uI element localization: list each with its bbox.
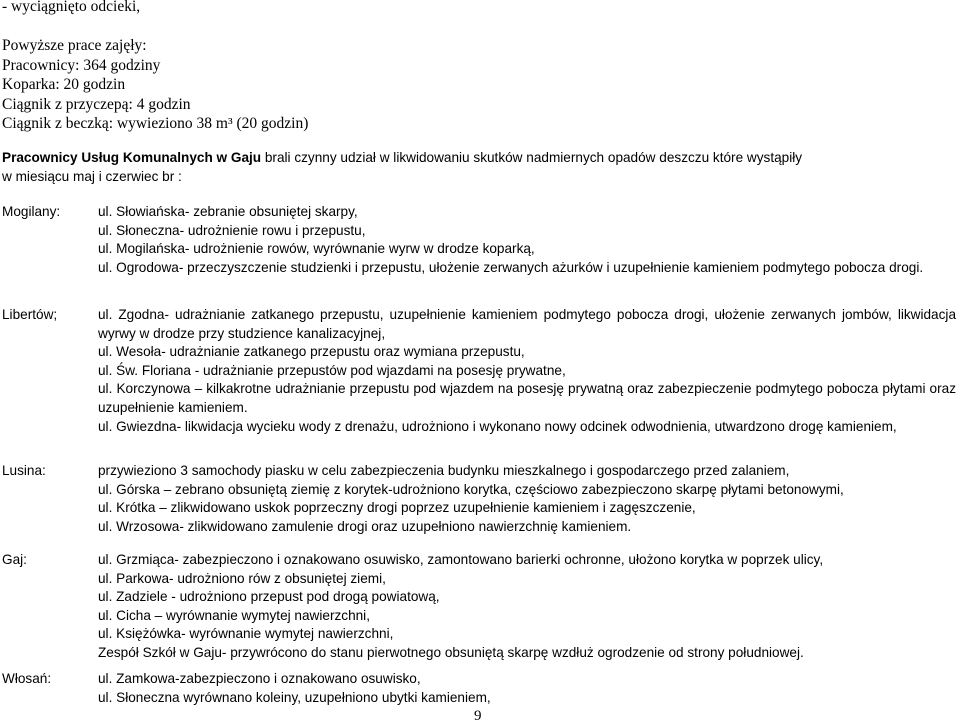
list-item: ul. Słoneczna wyrównano koleiny, uzupełniono ubytki kamieniem, — [98, 689, 491, 705]
intro-paragraph — [2, 149, 957, 186]
list-item: ul. Słowiańska- zebranie obsuniętej skarpy, — [98, 204, 358, 219]
work-line: Ciągnik z beczką: wywieziono 38 m³ (20 godzin) — [2, 115, 309, 132]
section-items — [98, 551, 956, 663]
place-label: Włosań: — [2, 671, 52, 686]
list-item: ul. Korczynowa – kilkakrotne udrażnianie przepustu pod wjazdem na posesję prywatną oraz zabezpieczenie podmytego pobocza płytami oraz uzupełnienie kamieniem. — [98, 381, 956, 415]
section-items — [98, 306, 956, 436]
list-item: przywieziono 3 samochody piasku w celu zabezpieczenia budynku mieszkalnego i gospodarczego przed zalaniem, — [98, 463, 790, 478]
work-line: Koparka: 20 godzin — [2, 76, 126, 93]
list-item: ul. Cicha – wyrównanie wymytej nawierzchni, — [98, 607, 370, 623]
intro-rest: brali czynny udział w likwidowaniu skutków nadmiernych opadów deszczu które wystąpiły — [261, 150, 803, 165]
intro-bold: Pracownicy Usług Komunalnych w Gaju — [2, 150, 262, 165]
list-item: ul. Mogilańska- udrożnienie rowów, wyrównanie wyrw w drodze koparką, — [98, 241, 535, 257]
list-item: ul. Zadziele - udrożniono przepust pod drogą powiatową, — [98, 589, 440, 605]
list-item: Zespół Szkół w Gaju- przywrócono do stanu pierwotnego obsuniętą skarpę wzdłuż ogrodzenie od strony południowej. — [98, 644, 804, 660]
place-label: Gaj: — [2, 552, 27, 567]
intro-line2: w miesiącu maj i czerwiec br : — [2, 168, 182, 184]
work-summary — [2, 36, 602, 134]
work-line: Ciągnik z przyczepą: 4 godzin — [2, 95, 191, 113]
list-item: ul. Księżówka- wyrównanie wymytej nawierzchni, — [98, 626, 394, 642]
work-line: Pracownicy: 364 godziny — [2, 56, 161, 74]
list-item: ul. Krótka – zlikwidowano uskok poprzeczny drogi poprzez uzupełnienie kamieniem i zagęszczenie, — [98, 500, 696, 516]
list-item: ul. Wesoła- udrażnianie zatkanego przepustu oraz wymiana przepustu, — [98, 344, 525, 360]
work-heading: Powyższe prace zajęły: — [2, 37, 147, 54]
place-label: Mogilany: — [2, 204, 61, 219]
list-item: ul. Wrzosowa- zlikwidowano zamulenie drogi oraz uzupełniono nawierzchnię kamieniem. — [98, 518, 632, 534]
section-items — [98, 203, 956, 277]
list-item: ul. Parkowa- udrożniono rów z obsuniętej ziemi, — [98, 570, 386, 586]
page-number: 9 — [474, 708, 482, 724]
list-item: ul. Ogrodowa- przeczyszczenie studzienki i przepustu, ułożenie zerwanych ażurków i uzupełnienie kamieniem podmytego pobocza drogi. — [98, 259, 924, 275]
list-item: ul. Zgodna- udrażnianie zatkanego przepustu, uzupełnienie kamieniem podmytego pobocza drogi, ułożenie zerwanych jombów, likwidacja wyrwy w drodze przy studzience kanalizacyjnej, — [98, 307, 956, 341]
list-item: ul. Zamkowa-zabezpieczono i oznakowano osuwisko, — [98, 671, 421, 686]
list-item: ul. Górska – zebrano obsuniętą ziemię z korytek-udrożniono korytka, częściowo zabezpieczono skarpę płytami betonowymi, — [98, 481, 844, 497]
list-item: ul. Słoneczna- udrożnienie rowu i przepustu, — [98, 222, 366, 238]
top-line: - wyciągnięto odcieki, — [2, 0, 141, 15]
list-item: ul. Grzmiąca- zabezpieczono i oznakowano osuwisko, zamontowano barierki ochronne, ułożono korytka w poprzek ulicy, — [98, 552, 824, 567]
list-item: ul. Św. Floriana - udrażnianie przepustów pod wjazdami na posesję prywatne, — [98, 362, 566, 378]
section-items — [98, 462, 956, 536]
list-item: ul. Gwiezdna- likwidacja wycieku wody z drenażu, udrożniono i wykonano nowy odcinek odwodnienia, utwardzono drogę kamieniem, — [98, 418, 897, 434]
place-label: Lusina: — [2, 463, 46, 478]
place-label: Libertów; — [2, 307, 58, 322]
section-items — [98, 670, 956, 707]
